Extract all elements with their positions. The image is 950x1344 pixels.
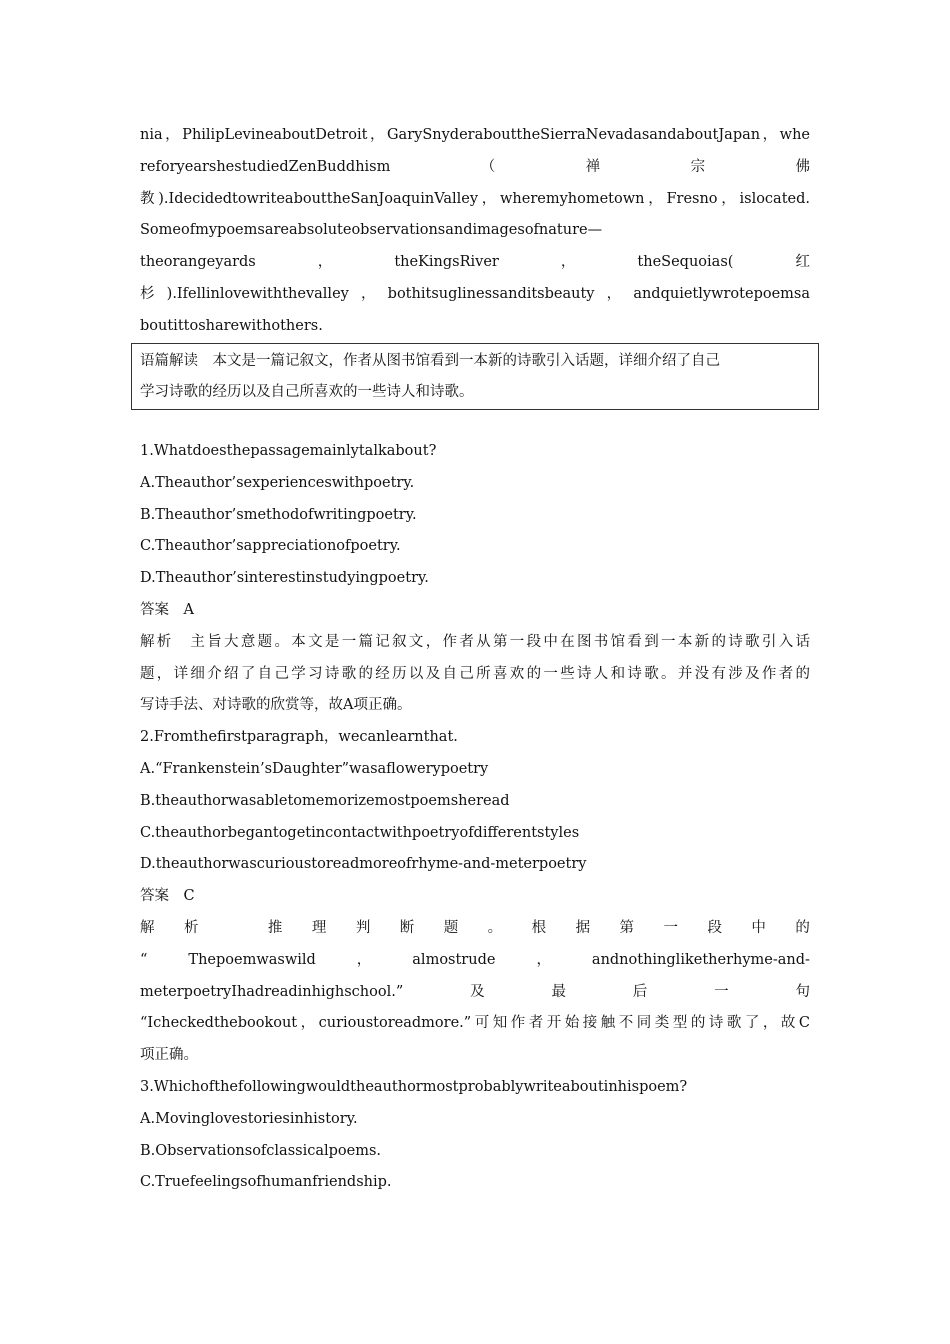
passage-line: reforyearshestudiedZenBuddhism （ 禅 宗 佛 [140,158,810,175]
option-a: A.Movinglovestoriesinhistory. [140,1110,358,1127]
passage-line: 教).IdecidedtowriteabouttheSanJoaquinValley，wheremyhometown，Fresno，islocated. [140,190,810,207]
option-b: B.theauthorwasabletomemorizemostpoemsheread [140,792,510,809]
analysis-line: 解 析 推 理 判 断 题 。 根 据 第 一 段 中 的 [140,919,810,936]
option-a: A.“Frankenstein’sDaughter”wasaflowerypoetry [140,760,489,777]
question-text: 2.Fromthefirstparagraph，wecanlearnthat. [140,729,458,746]
question-text: 3.Whichofthefollowingwouldtheauthormostprobablywriteaboutinhispoem? [140,1078,688,1095]
option-d: D.Theauthor’sinterestinstudyingpoetry. [140,570,429,587]
analysis-line: 写诗手法、对诗歌的欣赏等，故A项正确。 [140,697,412,714]
option-a: A.Theauthor’sexperienceswithpoetry. [140,474,415,491]
analysis-line: 题，详细介绍了自己学习诗歌的经历以及自己所喜欢的一些诗人和诗歌。并没有涉及作者的 [140,665,810,682]
passage-line: boutittosharewithothers. [140,317,323,334]
option-b: B.Observationsofclassicalpoems. [140,1142,382,1159]
passage-paragraph [140,120,810,343]
passage-summary-box [131,343,819,410]
summary-line: 语篇解读 本文是一篇记叙文，作者从图书馆看到一本新的诗歌引入话题，详细介绍了自己 [140,353,720,369]
passage-line: theorangeyards ， theKingsRiver ， theSequoias( 红 [140,254,810,271]
option-c: C.Theauthor’sappreciationofpoetry. [140,538,401,555]
option-b: B.Theauthor’smethodofwritingpoetry. [140,506,417,523]
analysis-line: “ Thepoemwaswild ， almostrude ， andnothingliketherhyme-and- [140,951,810,968]
answer: 答案 A [140,601,194,618]
question-text: 1.Whatdoesthepassagemainlytalkabout? [140,443,437,459]
summary-line: 学习诗歌的经历以及自己所喜欢的一些诗人和诗歌。 [140,384,474,400]
analysis-line: 项正确。 [140,1047,198,1064]
analysis-line: meterpoetryIhadreadinhighschool.” 及 最 后 一 句 [140,983,810,1000]
answer: 答案 C [140,888,195,905]
passage-line: Someofmypoemsareabsoluteobservationsandimagesofnature— [140,222,603,239]
passage-line: nia，PhilipLevineaboutDetroit，GarySnyderabouttheSierraNevadasandaboutJapan，whe [140,127,810,143]
analysis-line: “Icheckedthebookout，curioustoreadmore.”可知作者开始接触不同类型的诗歌了，故C [140,1015,810,1032]
option-c: C.theauthorbegantogetincontactwithpoetryofdifferentstyles [140,824,580,841]
option-d: D.theauthorwascurioustoreadmoreofrhyme-and-meterpoetry [140,856,587,873]
question-1 [140,436,810,1199]
passage-line: 杉).Ifellinlovewiththevalley，bothitsuglinessanditsbeauty，andquietlywrotepoemsa [140,285,810,302]
option-c: C.Truefeelingsofhumanfriendship. [140,1174,392,1191]
analysis-line: 解析 主旨大意题。本文是一篇记叙文，作者从第一段中在图书馆看到一本新的诗歌引入话 [140,633,810,650]
